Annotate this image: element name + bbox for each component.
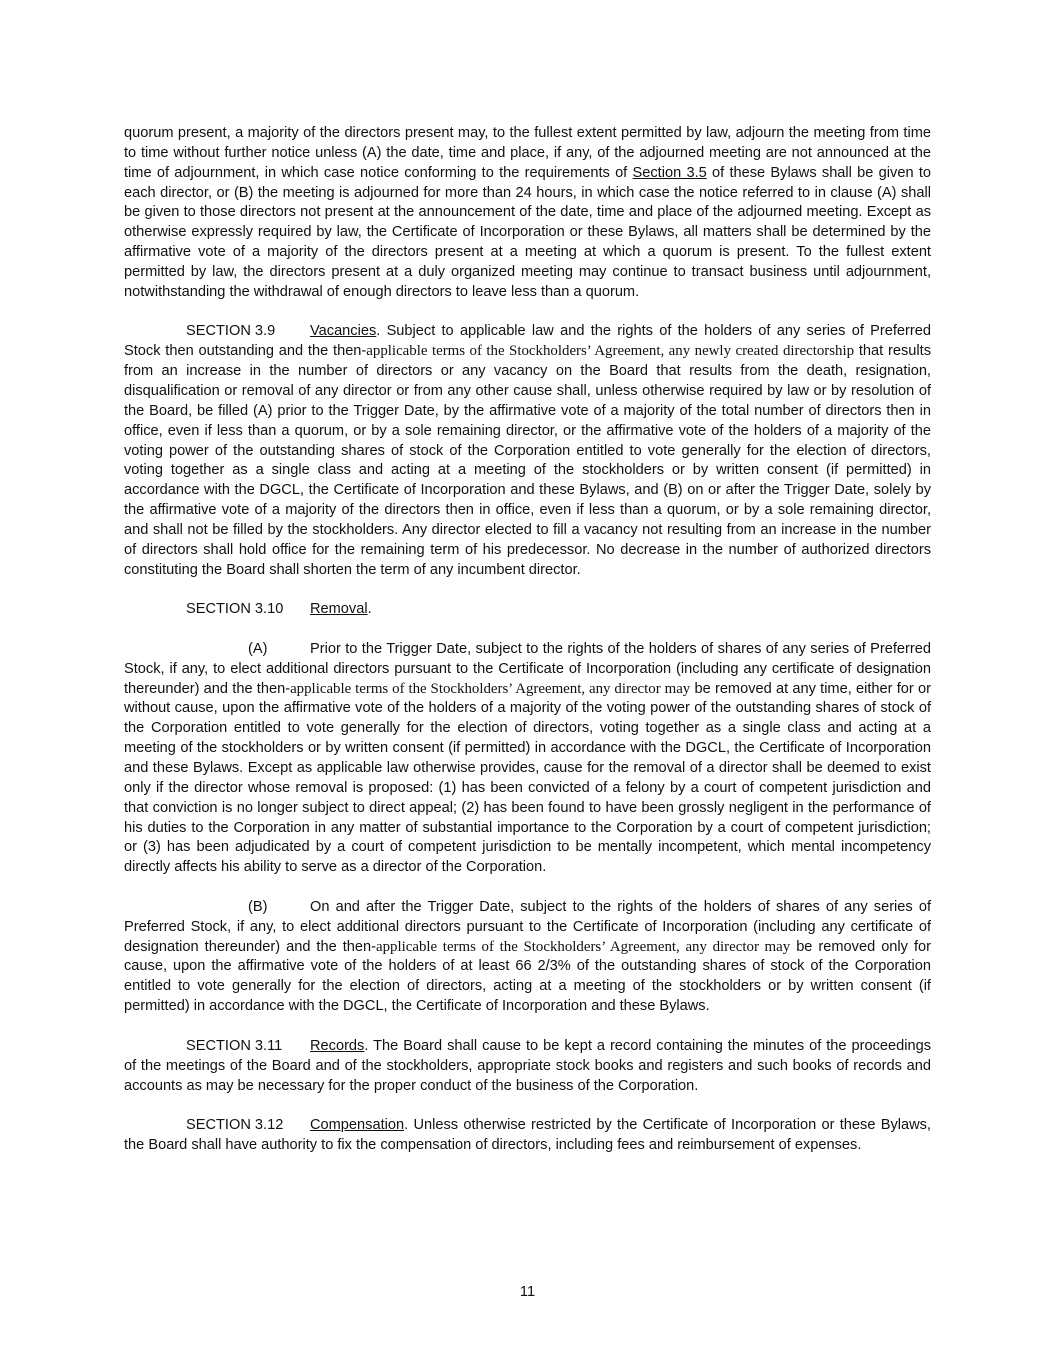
section-3-12-compensation <box>124 1116 931 1156</box>
section-text: . Subject to applicable law and the rights of the holders of any series of Preferred Stock then outstanding and the then- <box>124 323 931 360</box>
section-number: SECTION 3.10 <box>186 601 284 618</box>
clause-label: (B) <box>248 898 268 915</box>
removal-clause-b <box>124 898 931 1017</box>
section-3-11-records <box>124 1037 931 1097</box>
section-title: Compensation <box>310 1117 405 1134</box>
section-text: . Unless otherwise restricted by the Certificate of Incorporation or these Bylaws, the Board shall have authority to fix the compensation of directors, including fees and reimbursement of expenses. <box>124 1117 931 1154</box>
section-number: SECTION 3.11 <box>186 1037 283 1054</box>
clause-label: (A) <box>248 640 268 657</box>
removal-clause-a <box>124 640 931 878</box>
section-text: . The Board shall cause to be kept a record containing the minutes of the proceedings of the meetings of the Board and of the stockholders, appropriate stock books and registers and such books of records and accounts as may be necessary for the proper conduct of the business of the Corporation. <box>124 1037 931 1094</box>
section-title: Records <box>310 1037 365 1054</box>
page-number: 11 <box>519 1284 536 1300</box>
section-3-10-removal <box>124 600 931 620</box>
clause-text: On and after the Trigger Date, subject to the rights of the holders of shares of any series of Preferred Stock, if any, to elect additional directors pursuant to the Certificate of Incorporation (including any certificate of designation thereunder) and the then- <box>124 898 931 955</box>
clause-text-serif: applicable terms of the Stockholders’ Agreement, any director may <box>290 680 691 697</box>
section-title: Vacancies <box>310 323 377 340</box>
paragraph-quorum-continuation <box>124 124 931 303</box>
section-text: that results from an increase in the number of directors or any vacancy on the Board that results from the death, resignation, disqualification or removal of any director or from any other cause shall, unless otherwise required by law or by resolution of the Board, be filled (A) prior to the Trigger Date, by the affirmative vote of a majority of the total number of directors then in office, even if less than a quorum, or by a sole remaining director, or the affirmative vote of the holders of a majority of the voting power of the outstanding shares of stock of the Corporation entitled to vote generally for the election of directors, voting together as a single class and acting at a meeting of the stockholders or by written consent (if permitted) in accordance with the DGCL, the Certificate of Incorporation and these Bylaws, and (B) on or after the Trigger Date, solely by the affirmative vote of a majority of the directors then in office, even if less than a quorum, or by a sole remaining director, and shall not be filled by the stockholders. Any director elected to fill a vacancy not resulting from an increase in the number of directors shall hold office for the remaining term of his predecessor. No decrease in the number of authorized directors constituting the Board shall shorten the term of any incumbent director. <box>124 343 931 578</box>
section-reference-link[interactable]: Section 3.5 <box>632 164 707 181</box>
clause-text: Prior to the Trigger Date, subject to the rights of the holders of shares of any series of Preferred Stock, if any, to elect additional directors pursuant to the Certificate of Incorporation (including any certificate of designation thereunder) and the then- <box>124 640 931 697</box>
document-body <box>124 124 931 1176</box>
clause-text-serif: applicable terms of the Stockholders’ Agreement, any director may <box>375 938 791 955</box>
section-text-serif: applicable terms of the Stockholders’ Agreement, any newly created directorship <box>366 343 855 360</box>
section-title: Removal <box>310 601 368 618</box>
section-title-period: . <box>367 601 372 618</box>
paragraph-text: quorum present, a majority of the directors present may, to the fullest extent permitted by law, adjourn the meeting from time to time without further notice unless (A) the date, time and place, if any, of the adjourned meeting are not announced at the time of adjournment, in which case notice conforming to the requirements of <box>124 125 931 181</box>
paragraph-text: of these Bylaws shall be given to each director, or (B) the meeting is adjourned for more than 24 hours, in which case the notice referred to in clause (A) shall be given to those directors not present at the announcement of the date, time and place of the adjourned meeting. Except as otherwise expressly required by law, the Certificate of Incorporation or these Bylaws, all matters shall be determined by the affirmative vote of a majority of the directors present at a meeting at which a quorum is present. To the fullest extent permitted by law, the directors present at a duly organized meeting may continue to transact business until adjournment, notwithstanding the withdrawal of enough directors to leave less than a quorum. <box>124 164 931 300</box>
section-number: SECTION 3.9 <box>186 323 276 340</box>
clause-text: be removed only for cause, upon the affirmative vote of the holders of at least 66 2/3% of the outstanding shares of stock of the Corporation entitled to vote generally for the election of directors, acting at a meeting of the stockholders or by written consent (if permitted) in accordance with the DGCL, the Certificate of Incorporation and these Bylaws. <box>124 938 931 1015</box>
section-number: SECTION 3.12 <box>186 1117 284 1134</box>
section-3-9-vacancies <box>124 322 931 580</box>
clause-text: be removed at any time, either for or without cause, upon the affirmative vote of the holders of a majority of the voting power of the outstanding shares of stock of the Corporation entitled to vote generally for the election of directors, voting together as a single class and acting at a meeting of the stockholders or by written consent (if permitted) in accordance with the DGCL, the Certificate of Incorporation and these Bylaws. Except as applicable law otherwise provides, cause for the removal of a director shall be deemed to exist only if the director whose removal is proposed: (1) has been convicted of a felony by a court of competent jurisdiction and that conviction is no longer subject to direct appeal; (2) has been found to have been grossly negligent in the performance of his duties to the Corporation in any matter of substantial importance to the Corporation by a court of competent jurisdiction; or (3) has been adjudicated by a court of competent jurisdiction to be mentally incompetent, which mental incompetency directly affects his ability to serve as a director of the Corporation. <box>124 680 931 876</box>
